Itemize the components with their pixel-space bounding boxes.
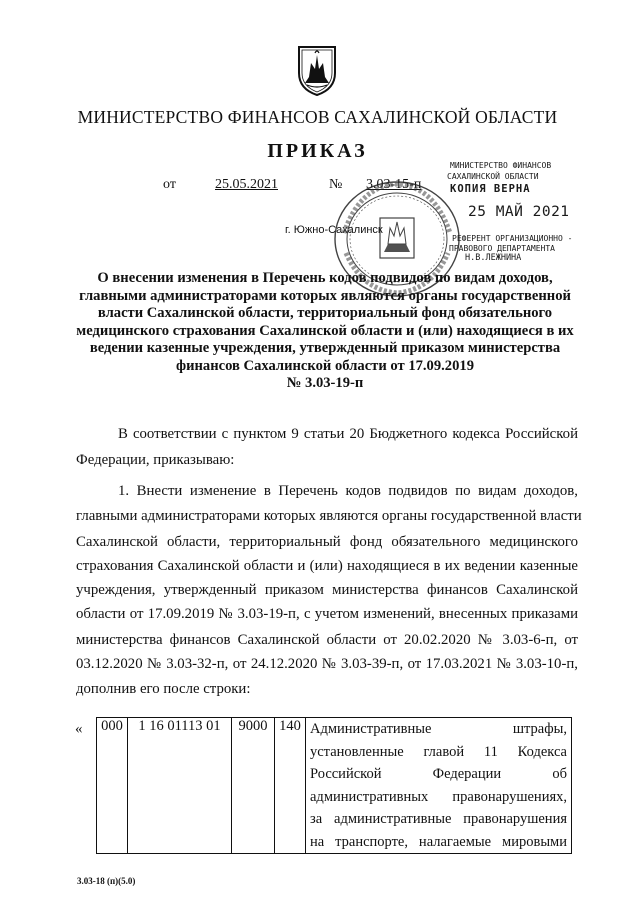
document-type-heading: ПРИКАЗ: [267, 140, 368, 162]
title-line: № 3.03-19-п: [286, 375, 364, 391]
title-line: медицинского страхования Сахалинской области и (или) находящиеся в их: [76, 322, 574, 339]
table-cell-classification-code: 140: [275, 718, 306, 854]
title-line: главными администраторами которых являются органы государственной: [79, 287, 571, 304]
item1-line: учреждения, утвержденный приказом министерства финансов Сахалинской: [76, 582, 578, 598]
stamp-line-ministry: МИНИСТЕРСТВО ФИНАНСОВ: [450, 161, 552, 170]
table-row: [97, 718, 572, 854]
table-cell-subtype-code: 9000: [232, 718, 275, 854]
date-prefix-label: от: [163, 177, 176, 192]
stamp-line-referent: РЕФЕРЕНТ ОРГАНИЗАЦИОННО -: [452, 234, 573, 243]
item1-line: 1. Внести изменение в Перечень кодов подвидов по видам доходов,: [118, 483, 578, 499]
stamp-copy-true: КОПИЯ ВЕРНА: [450, 183, 531, 195]
item1-line: дополнив его после строки:: [76, 681, 251, 697]
item1-line: главными администраторами которых являются органы государственной власти: [76, 508, 582, 524]
city-label: г. Южно-Сахалинск: [285, 224, 383, 236]
item1-line: 03.12.2020 № 3.03-32-п, от 24.12.2020 № 3.03-39-п, от 17.03.2021 № 3.03-10-п,: [76, 656, 578, 672]
number-sign-label: №: [329, 177, 343, 192]
description-line: Административные штрафы,: [310, 721, 567, 737]
coat-of-arms-emblem: [297, 43, 337, 97]
item1-line: министерства финансов Сахалинской области от 20.02.2020 № 3.03-6-п, от: [76, 632, 578, 648]
stamp-date: 25 МАЙ 2021: [468, 204, 570, 220]
document-footer-code: 3.03-18 (п)(5.0): [77, 876, 136, 886]
table-cell-description: [306, 718, 572, 854]
intro-paragraph-line: Федерации, приказываю:: [76, 452, 235, 468]
description-line: установленные главой 11 Кодекса: [310, 743, 567, 760]
stamp-line-department: ПРАВОВОГО ДЕПАРТАМЕНТА: [449, 244, 555, 253]
opening-quote-mark: «: [75, 721, 83, 737]
item1-line: области от 17.09.2019 № 3.03-19-п, с учетом изменений, внесенных приказами: [76, 606, 578, 622]
stamp-signer: Н.В.ЛЕЖНИНА: [465, 253, 522, 263]
description-line: за административные правонарушения: [310, 811, 567, 827]
item1-line: страхования Сахалинской области и (или) находящиеся в их ведении казенные: [76, 558, 578, 574]
description-line: Российской Федерации об: [310, 766, 567, 782]
ministry-name: МИНИСТЕРСТВО ФИНАНСОВ САХАЛИНСКОЙ ОБЛАСТИ: [77, 107, 558, 127]
stamp-line-region: САХАЛИНСКОЙ ОБЛАСТИ: [447, 172, 539, 181]
document-number: 3.03-15-п: [366, 177, 422, 192]
description-line: административных правонарушениях,: [310, 788, 567, 805]
description-line: на транспорте, налагаемые мировыми: [310, 833, 567, 850]
codes-table: [96, 717, 572, 854]
title-line: О внесении изменения в Перечень кодов подвидов по видам доходов,: [97, 270, 553, 286]
document-title: [60, 270, 590, 393]
title-line: власти Сахалинской области, территориальный фонд обязательного: [97, 305, 553, 321]
title-line: финансов Сахалинской области от 17.09.2019: [176, 357, 474, 374]
item1-line: Сахалинской области, территориальный фонд обязательного медицинского: [76, 534, 578, 550]
document-date: 25.05.2021: [215, 177, 278, 192]
table-cell-admin-code: 000: [97, 718, 128, 854]
table-cell-revenue-code: 1 16 01113 01: [128, 718, 232, 854]
intro-paragraph-line: В соответствии с пунктом 9 статьи 20 Бюджетного кодекса Российской: [118, 426, 578, 442]
title-line: ведении казенные учреждения, утвержденный приказом министерства: [89, 340, 561, 356]
